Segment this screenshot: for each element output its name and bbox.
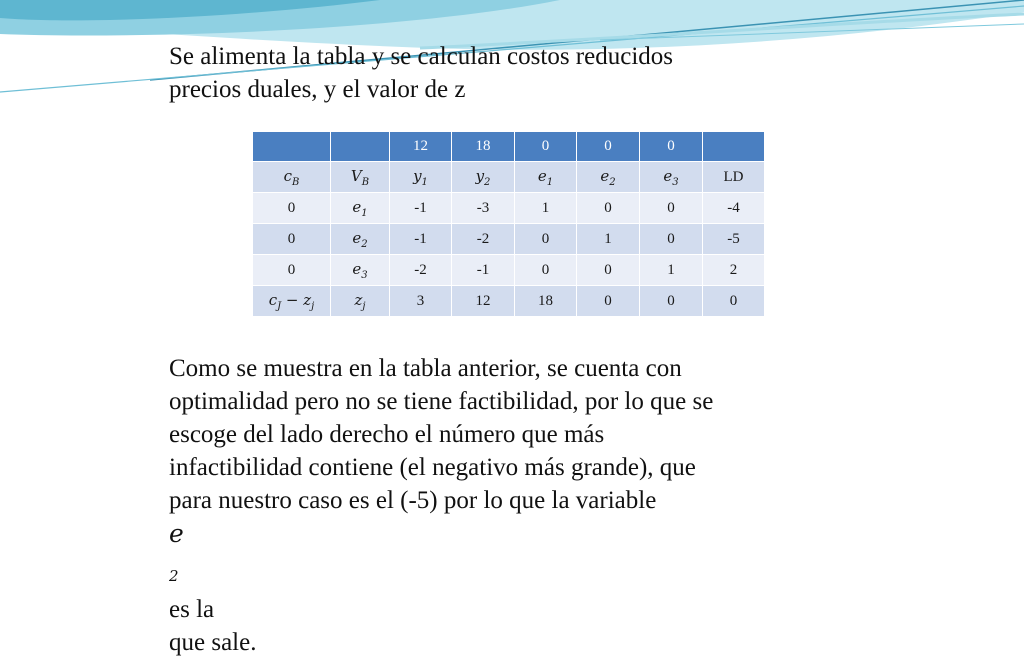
table-cell: 0 xyxy=(577,193,640,224)
reduced-cost-row xyxy=(253,286,765,317)
e1-label: $e_1$ xyxy=(515,162,577,193)
table-row xyxy=(253,193,765,224)
table-cell: -3 xyxy=(452,193,515,224)
table-cell: 0 xyxy=(703,286,765,317)
table-row xyxy=(253,224,765,255)
table-cell: -2 xyxy=(390,255,452,286)
table-cell: 18 xyxy=(515,286,577,317)
ld-label: LD xyxy=(703,162,765,193)
header-cell: 0 xyxy=(577,132,640,162)
heading-text xyxy=(169,40,869,106)
header-cell xyxy=(331,132,390,162)
basic-variable: $e_2$ xyxy=(331,224,390,255)
cb-label: $c_B$ xyxy=(253,162,331,193)
cj-zj-label: $c_J - z_j$ xyxy=(253,286,331,317)
y1-label: $y_1$ xyxy=(390,162,452,193)
body-line-6: que sale. xyxy=(169,629,257,656)
basic-variable: $e_3$ xyxy=(331,255,390,286)
table-cell: 0 xyxy=(515,224,577,255)
vb-label: $V_B$ xyxy=(331,162,390,193)
heading-line-1: Se alimenta la tabla y se calculan costos reducidos xyxy=(169,43,673,70)
cb-value: 0 xyxy=(253,255,331,286)
table-cell: 0 xyxy=(640,224,703,255)
table-row xyxy=(253,255,765,286)
table-cell: -2 xyxy=(452,224,515,255)
table-cell: -1 xyxy=(390,193,452,224)
table-cell: -1 xyxy=(452,255,515,286)
table-cell: 12 xyxy=(452,286,515,317)
header-cell: 12 xyxy=(390,132,452,162)
header-cell: 0 xyxy=(640,132,703,162)
cost-coefficient-row xyxy=(253,132,765,162)
header-cell xyxy=(703,132,765,162)
table-cell: 0 xyxy=(640,286,703,317)
table-cell: 2 xyxy=(703,255,765,286)
header-cell: 18 xyxy=(452,132,515,162)
header-cell: 0 xyxy=(515,132,577,162)
simplex-table xyxy=(252,131,765,317)
body-line-1: Como se muestra en la tabla anterior, se cuenta con xyxy=(169,355,682,382)
table-cell: -1 xyxy=(390,224,452,255)
leaving-variable: e $_2$ xyxy=(169,519,184,585)
table-cell: -4 xyxy=(703,193,765,224)
cb-value: 0 xyxy=(253,193,331,224)
basic-variable: $e_1$ xyxy=(331,193,390,224)
table-cell: 1 xyxy=(577,224,640,255)
body-line-3: escoge del lado derecho el número que más xyxy=(169,421,605,448)
body-line-5: para nuestro caso es el (-5) por lo que la variable e $_2$ es la xyxy=(169,484,859,626)
body-line-4: infactibilidad contiene (el negativo más grande), que xyxy=(169,454,696,481)
e3-label: $e_3$ xyxy=(640,162,703,193)
table-cell: 0 xyxy=(577,286,640,317)
header-cell xyxy=(253,132,331,162)
table-cell: -5 xyxy=(703,224,765,255)
cb-value: 0 xyxy=(253,224,331,255)
table-cell: 1 xyxy=(515,193,577,224)
zj-label: $z_j$ xyxy=(331,286,390,317)
explanation-text xyxy=(169,352,859,659)
body-line-2: optimalidad pero no se tiene factibilidad, por lo que se xyxy=(169,388,714,415)
y2-label: $y_2$ xyxy=(452,162,515,193)
table-cell: 0 xyxy=(577,255,640,286)
table-cell: 0 xyxy=(640,193,703,224)
e2-label: $e_2$ xyxy=(577,162,640,193)
heading-line-2: precios duales, y el valor de z xyxy=(169,76,466,103)
variable-label-row xyxy=(253,162,765,193)
table-cell: 1 xyxy=(640,255,703,286)
table-cell: 3 xyxy=(390,286,452,317)
table-cell: 0 xyxy=(515,255,577,286)
